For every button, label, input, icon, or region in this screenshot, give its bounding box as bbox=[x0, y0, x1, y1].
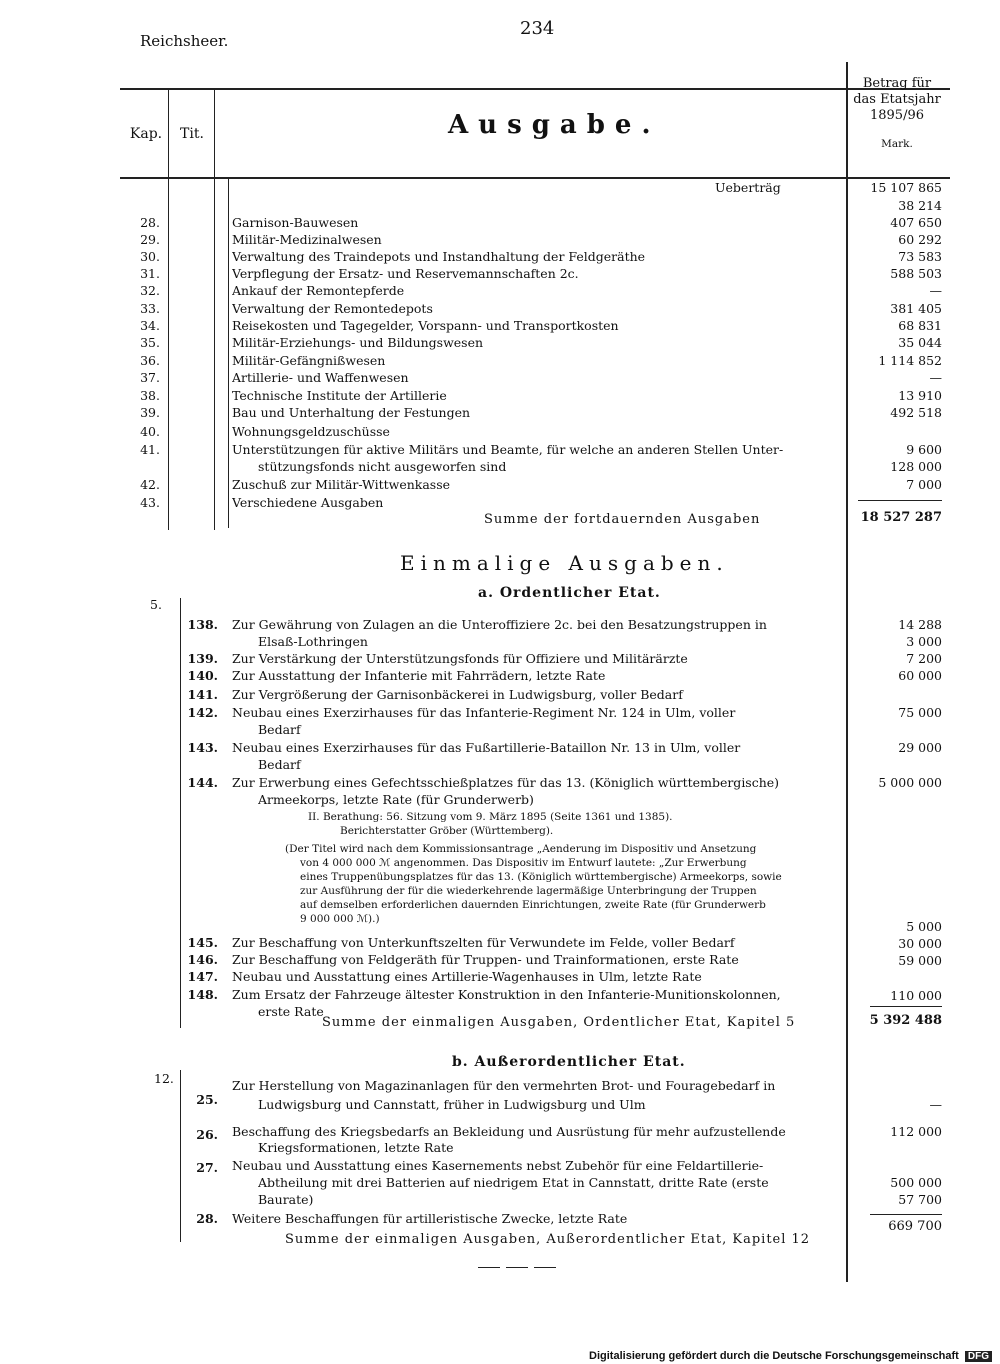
table-row: 147. Neubau und Ausstattung eines Artillerie-Wagenhauses in Ulm, letzte Rate 59 000 bbox=[187, 953, 942, 984]
table-row: 142. Neubau eines Exerzirhauses für das Infanterie-Regiment Nr. 124 in Ulm, voller 75 000 bbox=[187, 705, 942, 720]
subsection-ordinary: a. Ordentlicher Etat. bbox=[478, 585, 661, 601]
closing-dash bbox=[534, 1267, 556, 1268]
table-row: 42. Zuschuß zur Militär-Wittwenkasse 7 000 bbox=[140, 477, 942, 492]
table-row: 144. Zur Erwerbung eines Gefechtsschießplatzes für das 13. (Königlich württembergische) 5 000 000 bbox=[187, 775, 942, 790]
amount-header-line3: 1895/96 bbox=[869, 108, 924, 123]
table-row: Armeekorps, letzte Rate (für Grunderwerb) bbox=[258, 792, 534, 807]
table-row: 29. Militär-Medizinalwesen 60 292 bbox=[140, 232, 942, 247]
table-row: 26. Beschaffung des Kriegsbedarfs an Bekleidung und Ausrüstung für mehr aufzustellende 112 000 bbox=[196, 1124, 942, 1142]
uebertrag-amount: 15 107 865 bbox=[870, 180, 942, 195]
table-row: 27. Neubau und Ausstattung eines Kasernements nebst Zubehör für eine Feldartillerie- bbox=[196, 1158, 764, 1175]
digitization-footer bbox=[589, 1350, 992, 1362]
amount-header-line1: Betrag für bbox=[862, 76, 932, 91]
tit-column-header: Tit. bbox=[180, 126, 204, 142]
sum-extraordinary-amount: 669 700 bbox=[888, 1219, 942, 1234]
kap-number: 5. bbox=[150, 597, 162, 612]
table-row: Elsaß-Lothringen 3 000 bbox=[258, 634, 942, 649]
table-row: 38. Technische Institute der Artillerie 13 910 bbox=[140, 388, 942, 403]
closing-dash bbox=[478, 1267, 500, 1268]
running-header: Reichsheer. bbox=[140, 32, 229, 50]
table-row: 35. Militär-Erziehungs- und Bildungswesen 35 044 bbox=[140, 335, 942, 350]
amount-header-line2: das Etatsjahr bbox=[853, 92, 941, 107]
table-row: 32. Ankauf der Remontepferde — bbox=[140, 283, 942, 298]
note-line: (Der Titel wird nach dem Kommissionsantrage „Aenderung im Dispositiv und Ansetzung bbox=[285, 843, 757, 855]
table-row: Ludwigsburg und Cannstatt, früher in Ludwigsburg und Ulm — bbox=[258, 1097, 942, 1112]
uebertrag-row bbox=[0, 180, 1000, 198]
table-row: 148. Zum Ersatz der Fahrzeuge ältester Konstruktion in den Infanterie-Munitionskolonnen, bbox=[187, 987, 781, 1002]
page-number: 234 bbox=[520, 18, 555, 39]
section-title: Einmalige Ausgaben. bbox=[400, 551, 729, 575]
table-row: Baurate) 57 700 bbox=[258, 1192, 942, 1207]
table-row: 28. Garnison-Bauwesen 407 650 bbox=[140, 215, 942, 230]
table-row: 146. Zur Beschaffung von Feldgeräth für Truppen- und Trainformationen, erste Rate 30 000 bbox=[187, 936, 942, 967]
note-line: II. Berathung: 56. Sitzung vom 9. März 1895 (Seite 1361 und 1385). bbox=[308, 811, 673, 823]
table-row: Bedarf bbox=[258, 757, 301, 772]
sum-extraordinary-label: Summe der einmaligen Ausgaben, Außerordentlicher Etat, Kapitel 12 bbox=[285, 1232, 811, 1247]
note-line: zur Ausführung der für die wiederkehrende lagermäßige Unterbringung der Truppen bbox=[300, 885, 757, 897]
note-line: eines Truppenübungsplatzes für das 13. (Königlich württembergische) Armeekorps, sowie bbox=[300, 871, 782, 883]
table-row: 145. Zur Beschaffung von Unterkunftszelten für Verwundete im Felde, voller Bedarf 5 000 bbox=[187, 919, 942, 950]
table-row: erste Rate 110 000 bbox=[258, 988, 942, 1019]
sum-continuing-label: Summe der fortdauernden Ausgaben bbox=[484, 512, 761, 527]
table-row: Abtheilung mit drei Batterien auf niedrigem Etat in Cannstatt, dritte Rate (erste 500 000 bbox=[258, 1175, 942, 1190]
table-top-rule bbox=[120, 88, 950, 90]
sum-ordinary-amount: 5 392 488 bbox=[869, 1013, 942, 1028]
note-line: Berichterstatter Gröber (Württemberg). bbox=[340, 825, 554, 837]
table-row: 141. Zur Vergrößerung der Garnisonbäckerei in Ludwigsburg, voller Bedarf bbox=[187, 687, 683, 702]
table-row: 143. Neubau eines Exerzirhauses für das Fußartillerie-Bataillon Nr. 13 in Ulm, voller 29 000 bbox=[187, 740, 942, 755]
kap-number: 12. bbox=[154, 1071, 174, 1086]
table-row: 31. Verpflegung der Ersatz- und Reservemannschaften 2c. 588 503 bbox=[140, 266, 942, 281]
note-line: auf demselben erforderlichen dauernden Einrichtungen, zweite Rate (für Grunderwerb bbox=[300, 899, 766, 911]
table-row: 138. Zur Gewährung von Zulagen an die Unteroffiziere 2c. bei den Besatzungstruppen in 14 288 bbox=[187, 617, 942, 632]
sum-rule bbox=[870, 1214, 942, 1215]
table-row: Bedarf bbox=[258, 722, 301, 737]
table-row: 43. Verschiedene Ausgaben bbox=[140, 495, 384, 510]
closing-dash bbox=[506, 1267, 528, 1268]
sum-rule bbox=[870, 1006, 942, 1007]
table-row: 33. Verwaltung der Remontedepots 381 405 bbox=[140, 301, 942, 316]
footer-text: Digitalisierung gefördert durch die Deutsche Forschungsgemeinschaft bbox=[589, 1350, 959, 1362]
table-row: 139. Zur Verstärkung der Unterstützungsfonds für Offiziere und Militärärzte 7 200 bbox=[187, 651, 942, 666]
table-row: 28. Weitere Beschaffungen für artilleristische Zwecke, letzte Rate bbox=[196, 1211, 628, 1226]
table-row: 38 214 bbox=[898, 198, 942, 213]
note-line: von 4 000 000 ℳ angenommen. Das Dispositiv im Entwurf lautete: „Zur Erwerbung bbox=[300, 857, 747, 869]
table-row: 39. Bau und Unterhaltung der Festungen 492 518 bbox=[140, 405, 942, 420]
table-head-bottom-rule bbox=[120, 177, 950, 179]
sum-rule bbox=[858, 500, 942, 501]
table-row: 34. Reisekosten und Tagegelder, Vorspann- und Transportkosten 68 831 bbox=[140, 318, 942, 333]
subsection-extraordinary: b. Außerordentlicher Etat. bbox=[452, 1054, 686, 1070]
table-row: 41. Unterstützungen für aktive Militärs und Beamte, für welche an anderen Stellen Unter- 9 600 bbox=[140, 442, 942, 457]
table-title: Ausgabe. bbox=[448, 110, 661, 140]
table-row: 30. Verwaltung des Traindepots und Instandhaltung der Feldgeräthe 73 583 bbox=[140, 249, 942, 264]
sum-ordinary-label: Summe der einmaligen Ausgaben, Ordentlicher Etat, Kapitel 5 bbox=[322, 1015, 796, 1030]
table-row: 25. Zur Herstellung von Magazinanlagen für den vermehrten Brot- und Fouragebedarf in bbox=[196, 1078, 776, 1107]
table-row: 37. Artillerie- und Waffenwesen — bbox=[140, 370, 942, 385]
table-row: Kriegsformationen, letzte Rate bbox=[258, 1140, 454, 1155]
table-row: 140. Zur Ausstattung der Infanterie mit Fahrrädern, letzte Rate 60 000 bbox=[187, 668, 942, 683]
table-row: stützungsfonds nicht ausgeworfen sind 128 000 bbox=[258, 459, 942, 474]
table-row: 40. Wohnungsgeldzuschüsse bbox=[140, 424, 390, 439]
note-line: 9 000 000 ℳ).) bbox=[300, 913, 380, 925]
uebertrag-label: Ueberträg bbox=[715, 180, 781, 195]
dfg-logo: DFG bbox=[965, 1351, 992, 1362]
kap-column-header: Kap. bbox=[129, 126, 163, 142]
table-row: 36. Militär-Gefängnißwesen 1 114 852 bbox=[140, 353, 942, 368]
amount-unit: Mark. bbox=[881, 138, 913, 150]
sum-continuing-amount: 18 527 287 bbox=[860, 510, 942, 525]
